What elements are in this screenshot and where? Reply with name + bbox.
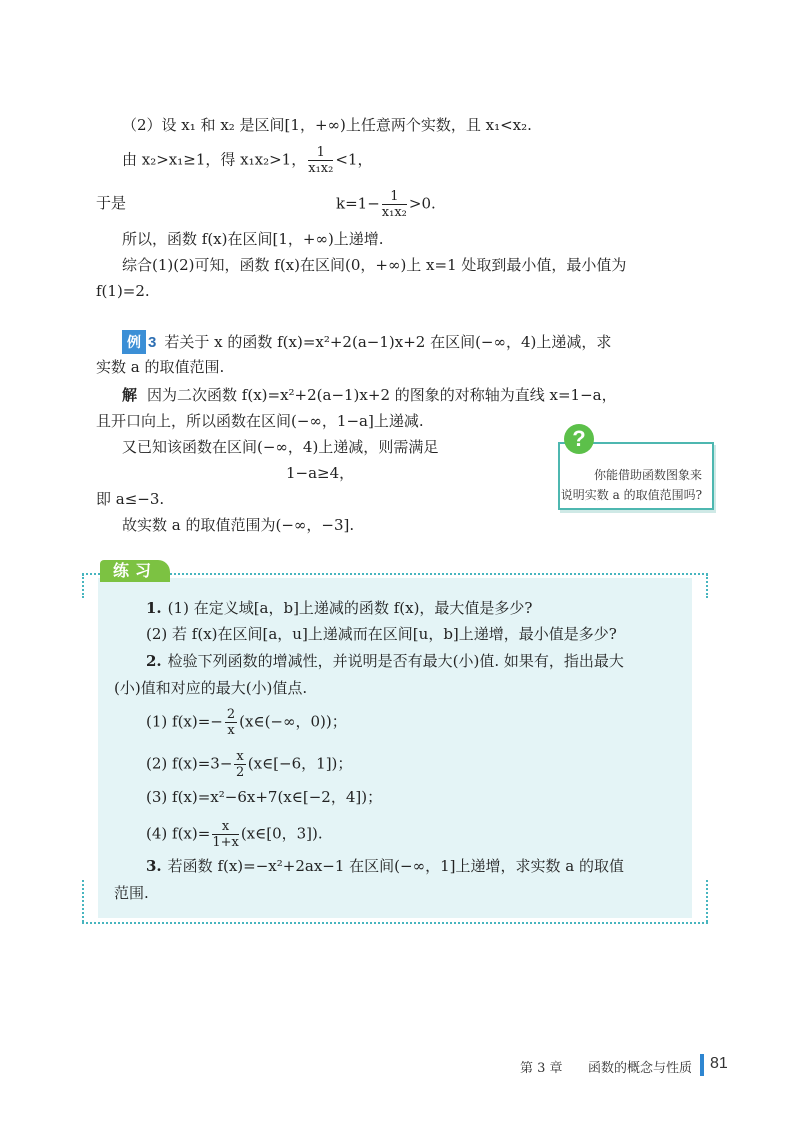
fraction-numerator: x <box>212 820 239 835</box>
proof-line-3-label: 于是 <box>96 194 127 212</box>
proof-line-5: 综合(1)(2)可知，函数 f(x)在区间(0，+∞)上 x=1 处取到最小值，最小值为 <box>122 256 627 274</box>
formula-pre: (2) f(x)=3− <box>146 754 233 773</box>
page-number: 81 <box>710 1055 728 1072</box>
fraction-denominator: x₁x₂ <box>381 205 407 220</box>
formula-pre: (1) f(x)=− <box>146 712 223 731</box>
example-text-1: 若关于 x 的函数 f(x)=x²+2(a−1)x+2 在区间(−∞，4)上递减，求 <box>164 333 612 351</box>
practice-q1-a <box>146 597 532 619</box>
dotted-border-bottom <box>82 922 708 924</box>
fraction-denominator: 1+x <box>212 835 239 850</box>
solution-line-4: 1−a≥4， <box>286 464 355 482</box>
fraction <box>225 708 237 737</box>
fraction <box>382 190 407 219</box>
solution-text-1: 因为二次函数 f(x)=x²+2(a−1)x+2 的图象的对称轴为直线 x=1−a， <box>147 386 617 404</box>
question-number: 1. <box>146 599 162 617</box>
proof-line-2-tail: <1， <box>335 150 373 169</box>
proof-line-1: （2）设 x₁ 和 x₂ 是区间[1，+∞)上任意两个实数，且 x₁<x₂. <box>122 116 532 134</box>
question-number: 3. <box>146 857 162 875</box>
fraction-denominator: x₁x₂ <box>308 161 334 176</box>
example-line-1 <box>122 330 611 354</box>
dotted-border-left-top <box>82 574 84 598</box>
practice-f2 <box>146 750 352 779</box>
fraction <box>212 820 239 849</box>
fraction-numerator: x <box>236 749 244 764</box>
dotted-border-left-bottom <box>82 880 84 922</box>
example-number: 3 <box>148 334 157 351</box>
proof-line-6: f(1)=2. <box>96 282 150 300</box>
solution-line-5: 即 a≤−3. <box>96 490 165 508</box>
formula-tail: (x∈[0，3]). <box>240 824 323 843</box>
fraction <box>308 146 333 175</box>
thinking-line-2: 说明实数 a 的取值范围吗? <box>560 488 702 502</box>
proof-line-2-text: 由 x₂>x₁≥1，得 x₁x₂>1， <box>122 150 307 169</box>
fraction-denominator: 2 <box>235 765 245 780</box>
solution-line-2: 且开口向上，所以函数在区间(−∞，1−a]上递减. <box>96 412 424 430</box>
question-mark-icon: ? <box>564 424 594 454</box>
solution-label: 解 <box>122 386 138 404</box>
dotted-border-right-bottom <box>706 880 708 922</box>
practice-q3-b: 范围. <box>114 884 149 902</box>
question-text: 检验下列函数的增减性，并说明是否有最大(小)值. 如果有，指出最大 <box>167 652 624 670</box>
example-badge: 例 <box>122 330 146 354</box>
proof-line-2 <box>122 146 372 175</box>
solution-line-6: 故实数 a 的取值范围为(−∞，−3]. <box>122 516 355 534</box>
fraction-numerator: 1 <box>308 146 333 161</box>
solution-line-3: 又已知该函数在区间(−∞，4)上递减，则需满足 <box>122 438 439 456</box>
example-line-2: 实数 a 的取值范围. <box>96 358 225 376</box>
practice-f1 <box>146 708 347 737</box>
formula-pre: k=1− <box>336 194 380 213</box>
practice-q2-b: (小)值和对应的最大(小)值点. <box>114 679 308 697</box>
dotted-border-top <box>82 573 708 575</box>
fraction <box>234 750 245 779</box>
footer-divider <box>700 1054 704 1076</box>
formula-tail: (x∈(−∞，0))； <box>239 712 347 731</box>
practice-f4 <box>146 820 323 849</box>
question-text: (1) 在定义域[a，b]上递减的函数 f(x)，最大值是多少? <box>167 599 533 617</box>
proof-line-3-formula <box>336 190 436 219</box>
formula-pre: (4) f(x)= <box>146 824 211 843</box>
practice-q1-b: (2) 若 f(x)在区间[a，u]上递减而在区间[u，b]上递增，最小值是多少? <box>146 625 617 643</box>
solution-line-1 <box>122 384 617 406</box>
practice-f3: (3) f(x)=x²−6x+7(x∈[−2，4])； <box>146 788 383 806</box>
fraction-numerator: 2 <box>226 707 236 722</box>
practice-q2-a <box>146 650 624 672</box>
formula-tail: (x∈[−6，1])； <box>247 754 353 773</box>
footer-chapter: 第 3 章 <box>520 1061 563 1076</box>
practice-title: 练习 <box>100 560 170 582</box>
dotted-border-right-top <box>706 574 708 598</box>
question-text: 若函数 f(x)=−x²+2ax−1 在区间(−∞，1]上递增，求实数 a 的取值 <box>167 857 624 875</box>
fraction-numerator: 1 <box>382 190 407 205</box>
question-number: 2. <box>146 652 162 670</box>
practice-q3-a <box>146 855 624 877</box>
thinking-line-1: 你能借助函数图象来 <box>593 468 702 482</box>
proof-line-4: 所以，函数 f(x)在区间[1，+∞)上递增. <box>122 230 384 248</box>
formula-tail: >0. <box>408 194 436 213</box>
footer-title: 函数的概念与性质 <box>588 1061 693 1076</box>
fraction-denominator: x <box>227 723 235 738</box>
